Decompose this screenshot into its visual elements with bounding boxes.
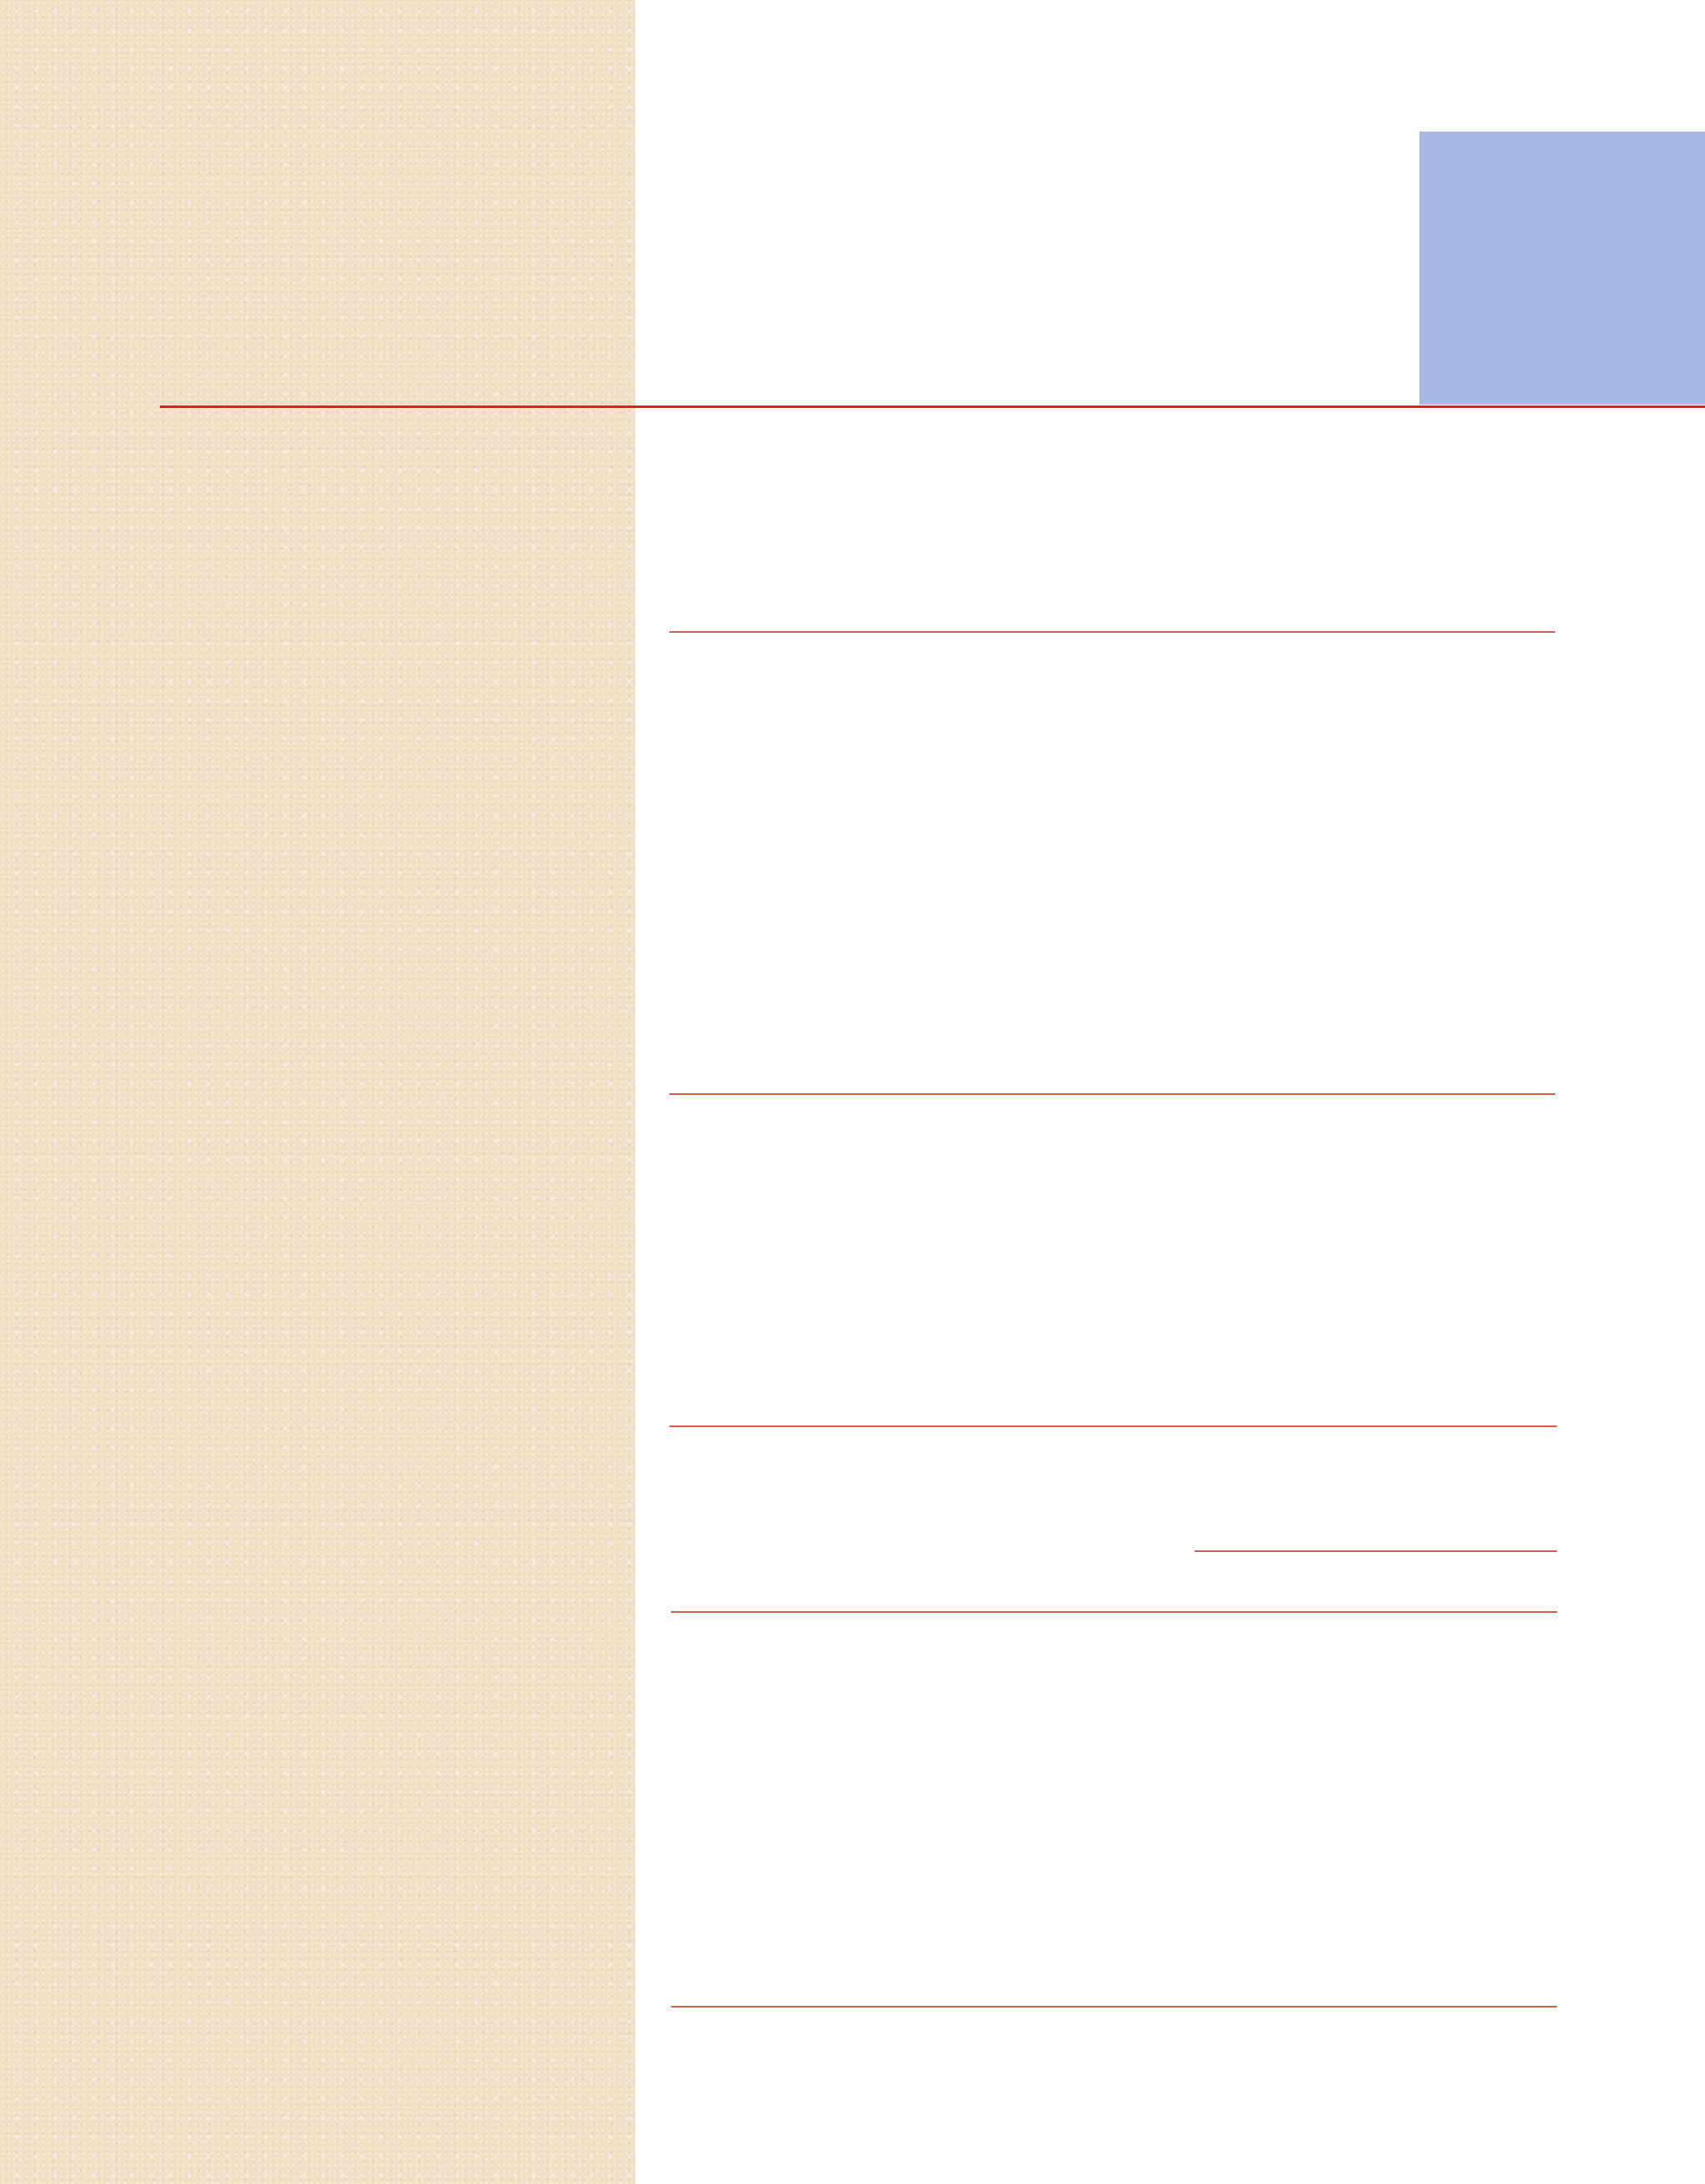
header-rule — [160, 405, 1705, 408]
table-rule — [671, 2006, 1557, 2007]
table-rule — [669, 631, 1555, 633]
appendix-letter — [1434, 135, 1633, 401]
table-rule — [669, 1093, 1555, 1095]
group-header-rule — [1195, 1550, 1557, 1552]
table-rule — [669, 1425, 1557, 1427]
side-panel — [0, 0, 635, 2184]
table-rule — [671, 1611, 1557, 1613]
